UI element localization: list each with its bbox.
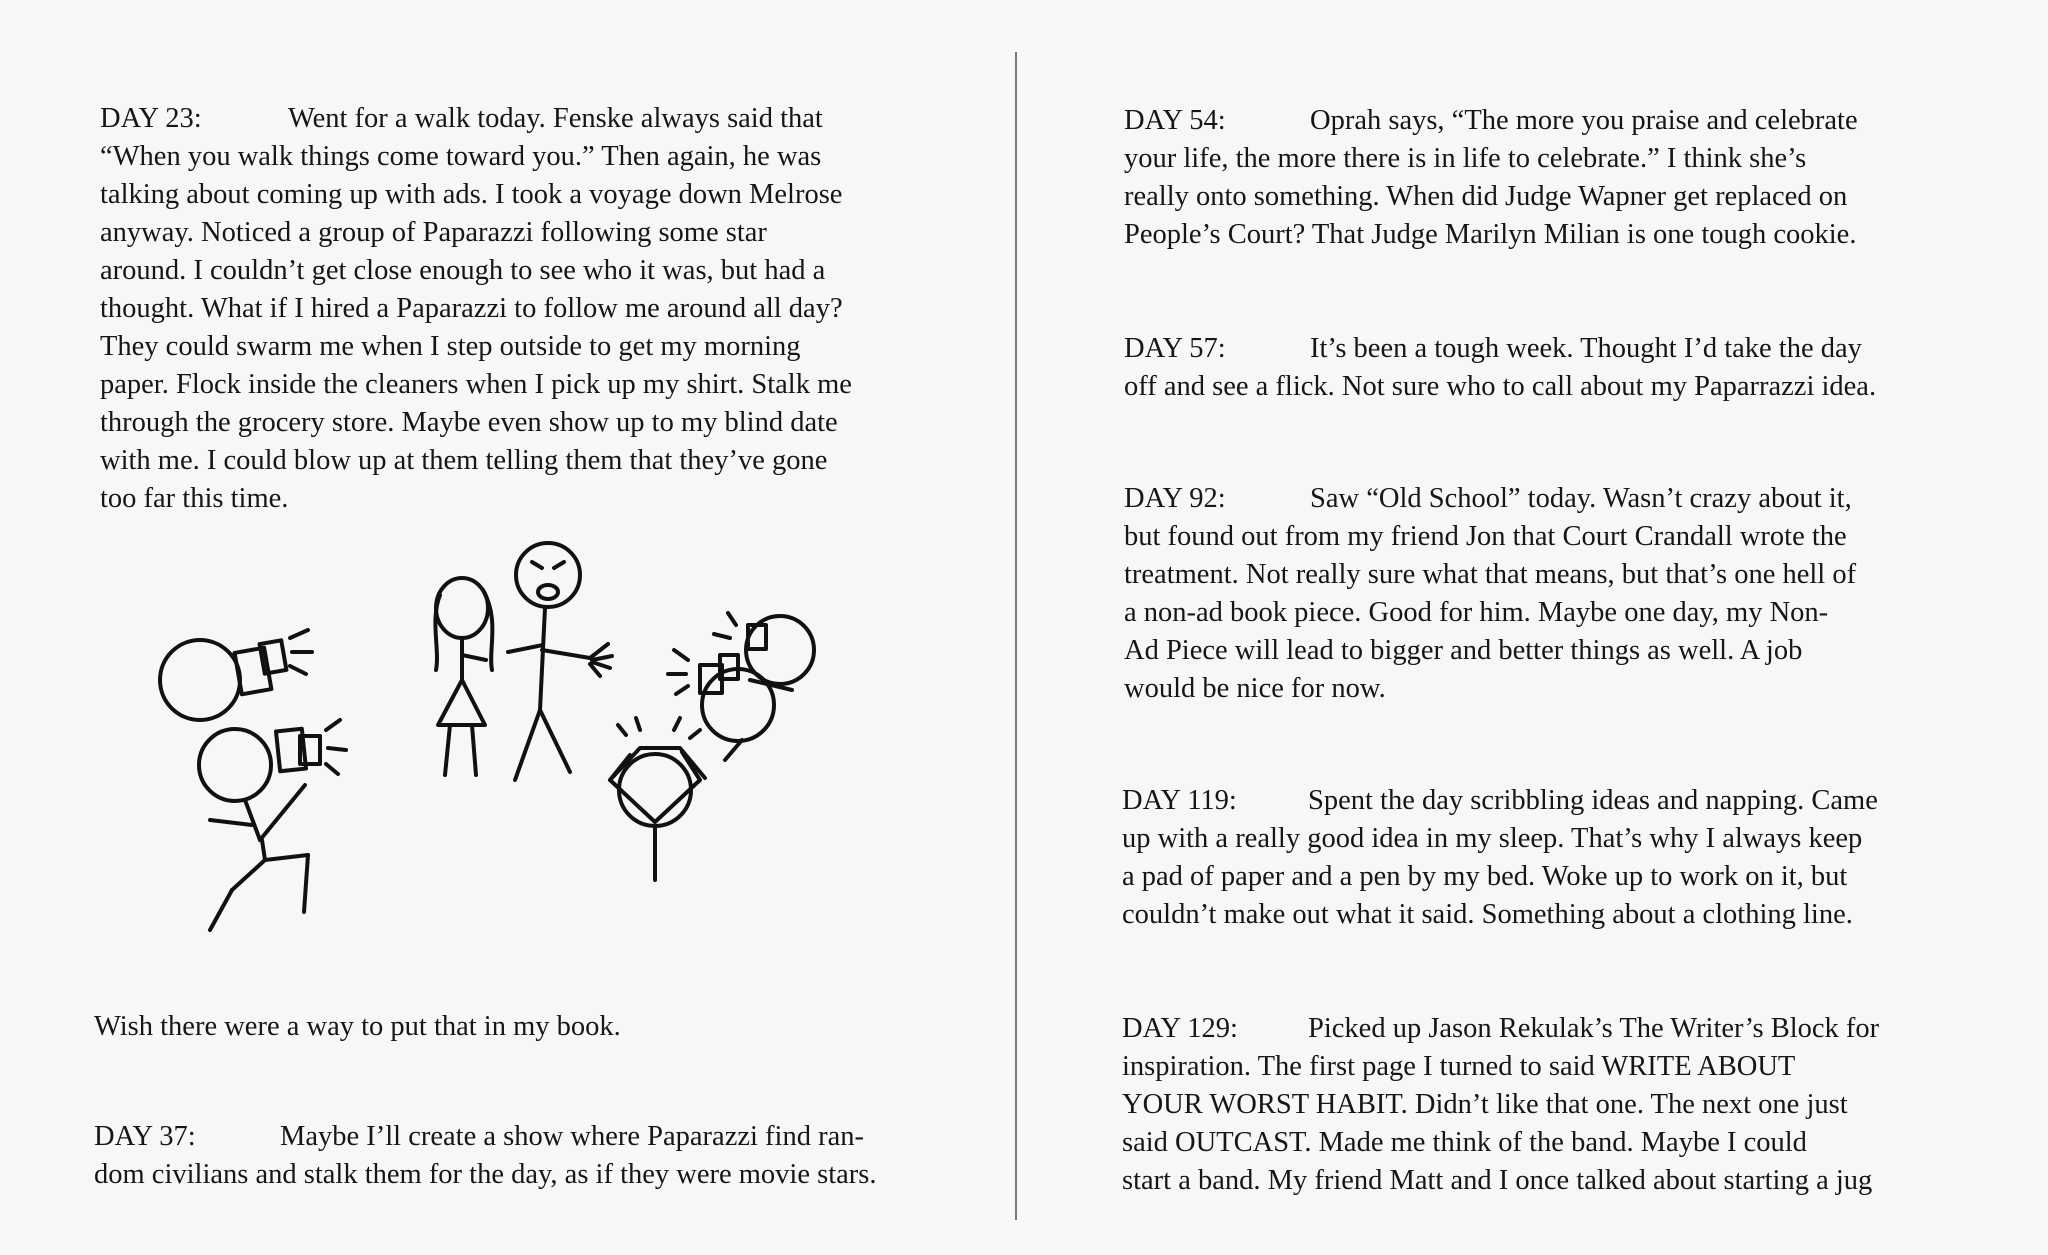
entry-line: talking about coming up with ads. I took a voyage down Melrose <box>100 179 843 210</box>
entry-line: a pad of paper and a pen by my bed. Woke up to work on it, but <box>1122 861 1848 892</box>
entry-line: Picked up Jason Rekulak’s The Writer’s Block for <box>1308 1013 1880 1044</box>
entry-day-label: DAY 54: <box>1124 105 1226 136</box>
entry-line: start a band. My friend Matt and I once talked about starting a jug <box>1122 1165 1873 1196</box>
entry-line: dom civilians and stalk them for the day, as if they were movie stars. <box>94 1159 877 1190</box>
entry-line: a non-ad book piece. Good for him. Maybe one day, my Non- <box>1124 597 1829 628</box>
entry-day-label: DAY 92: <box>1124 483 1226 514</box>
entry-line: said OUTCAST. Made me think of the band. Maybe I could <box>1122 1127 1807 1158</box>
entry-line: Spent the day scribbling ideas and napping. Came <box>1308 785 1878 816</box>
entry-day-label: DAY 23: <box>100 103 202 134</box>
entry-day-129 <box>1122 1010 1879 1200</box>
entry-line: up with a really good idea in my sleep. That’s why I always keep <box>1122 823 1863 854</box>
entry-day-37 <box>94 1118 876 1194</box>
entry-line: couldn’t make out what it said. Something about a clothing line. <box>1122 899 1853 930</box>
entry-line: treatment. Not really sure what that means, but that’s one hell of <box>1124 559 1857 590</box>
entry-line: would be nice for now. <box>1124 673 1386 704</box>
entry-line: They could swarm me when I step outside to get my morning <box>100 331 801 362</box>
entry-line: Went for a walk today. Fenske always said that <box>288 103 823 134</box>
entry-day-54 <box>1124 102 1858 254</box>
page-gutter-divider <box>1015 52 1017 1220</box>
entry-line: through the grocery store. Maybe even show up to my blind date <box>100 407 838 438</box>
entry-line: paper. Flock inside the cleaners when I pick up my shirt. Stalk me <box>100 369 852 400</box>
entry-line: but found out from my friend Jon that Court Crandall wrote the <box>1124 521 1847 552</box>
entry-line: inspiration. The first page I turned to said WRITE ABOUT <box>1122 1051 1796 1082</box>
entry-line: Saw “Old School” today. Wasn’t crazy about it, <box>1310 483 1852 514</box>
entry-day-label: DAY 57: <box>1124 333 1226 364</box>
entry-day-57 <box>1124 330 1876 406</box>
entry-day-label: DAY 129: <box>1122 1013 1238 1044</box>
entry-line: too far this time. <box>100 483 289 514</box>
entry-line: with me. I could blow up at them telling them that they’ve gone <box>100 445 828 476</box>
entry-line: your life, the more there is in life to celebrate.” I think she’s <box>1124 143 1807 174</box>
entry-line: Maybe I’ll create a show where Paparazzi find ran- <box>280 1121 864 1152</box>
entry-line: It’s been a tough week. Thought I’d take the day <box>1310 333 1862 364</box>
entry-line: anyway. Noticed a group of Paparazzi following some star <box>100 217 767 248</box>
entry-day-119 <box>1122 782 1878 934</box>
entry-line: YOUR WORST HABIT. Didn’t like that one. The next one just <box>1122 1089 1848 1120</box>
entry-day-23 <box>100 100 852 518</box>
entry-line: off and see a flick. Not sure who to call about my Paparrazzi idea. <box>1124 371 1877 402</box>
entry-line: Ad Piece will lead to bigger and better things as well. A job <box>1124 635 1803 666</box>
right-page <box>1018 0 2048 1255</box>
entry-day-label: DAY 37: <box>94 1121 196 1152</box>
entry-line: “When you walk things come toward you.” Then again, he was <box>100 141 822 172</box>
paparazzi-sketch-icon <box>140 540 860 960</box>
entry-line: People’s Court? That Judge Marilyn Milian is one tough cookie. <box>1124 219 1857 250</box>
entry-line: really onto something. When did Judge Wapner get replaced on <box>1124 181 1848 212</box>
left-page <box>0 0 1018 1255</box>
entry-line: around. I couldn’t get close enough to see who it was, but had a <box>100 255 826 286</box>
wish-line: Wish there were a way to put that in my book. <box>94 1011 621 1042</box>
entry-day-92 <box>1124 480 1856 708</box>
entry-line: thought. What if I hired a Paparazzi to follow me around all day? <box>100 293 843 324</box>
entry-day-label: DAY 119: <box>1122 785 1237 816</box>
entry-line: Oprah says, “The more you praise and celebrate <box>1310 105 1858 136</box>
